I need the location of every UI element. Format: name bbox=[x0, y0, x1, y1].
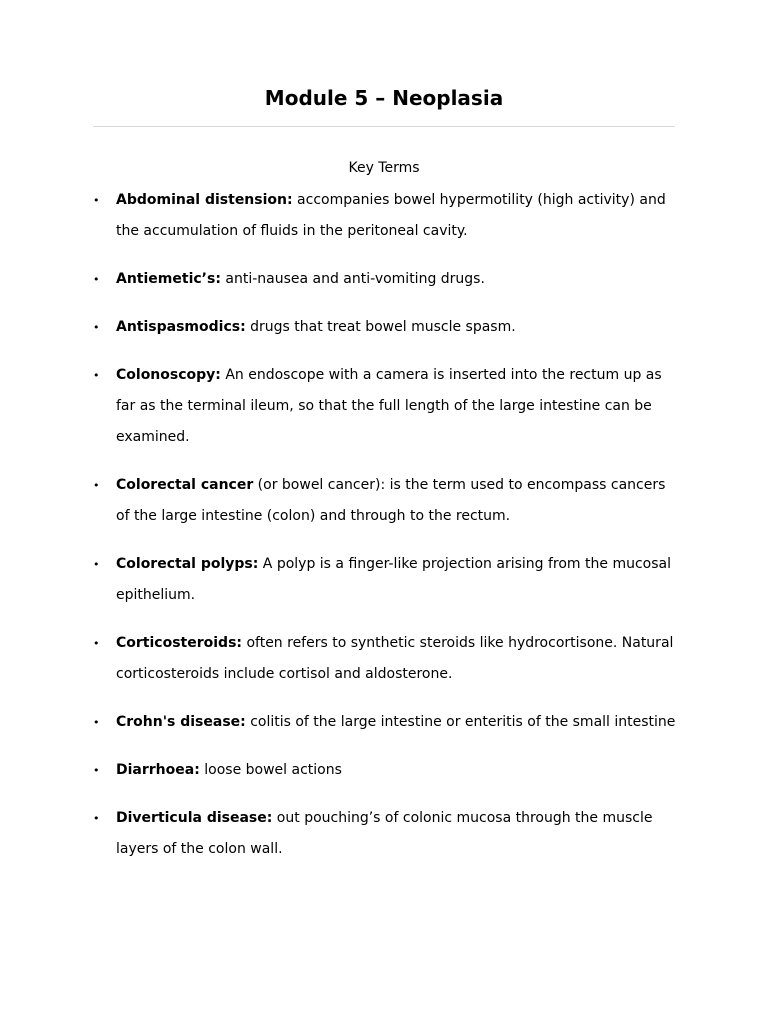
term-name: Antispasmodics: bbox=[116, 319, 246, 335]
term-definition: anti-nausea and anti-vomiting drugs. bbox=[220, 271, 485, 287]
section-subtitle: Key Terms bbox=[348, 160, 420, 176]
term-name: Colorectal cancer bbox=[116, 477, 254, 493]
key-terms-list bbox=[93, 185, 683, 882]
list-item bbox=[93, 628, 683, 690]
bullet-icon: • bbox=[93, 716, 100, 729]
bullet-icon: • bbox=[93, 194, 100, 207]
term-name: Corticosteroids: bbox=[116, 635, 242, 651]
term-name: Antiemetic’s: bbox=[116, 271, 221, 287]
list-item bbox=[93, 360, 683, 453]
bullet-icon: • bbox=[93, 812, 100, 825]
bullet-icon: • bbox=[93, 558, 100, 571]
bullet-icon: • bbox=[93, 273, 100, 286]
term-definition: out pouching’s of colonic mucosa through the muscle layers of the colon wall. bbox=[116, 810, 653, 857]
term-name: Colonoscopy: bbox=[116, 367, 221, 383]
term-definition: (or bowel cancer): is the term used to encompass cancers of the large intestine (colon) and through to the rectum. bbox=[116, 477, 666, 524]
list-item bbox=[93, 803, 683, 865]
term-definition: drugs that treat bowel muscle spasm. bbox=[245, 319, 516, 335]
bullet-icon: • bbox=[93, 764, 100, 777]
list-item bbox=[93, 312, 683, 343]
list-item bbox=[93, 755, 683, 786]
term-definition: colitis of the large intestine or enteritis of the small intestine bbox=[245, 714, 676, 730]
term-definition: often refers to synthetic steroids like hydrocortisone. Natural corticosteroids include cortisol and aldosterone. bbox=[116, 635, 674, 682]
term-definition: accompanies bowel hypermotility (high activity) and the accumulation of fluids in the peritoneal cavity. bbox=[116, 192, 666, 239]
list-item bbox=[93, 264, 683, 295]
term-name: Abdominal distension: bbox=[116, 192, 293, 208]
term-definition: loose bowel actions bbox=[199, 762, 342, 778]
term-definition: A polyp is a finger-like projection arising from the mucosal epithelium. bbox=[116, 556, 671, 603]
bullet-icon: • bbox=[93, 479, 100, 492]
bullet-icon: • bbox=[93, 637, 100, 650]
bullet-icon: • bbox=[93, 369, 100, 382]
list-item bbox=[93, 185, 683, 247]
bullet-icon: • bbox=[93, 321, 100, 334]
term-name: Diarrhoea: bbox=[116, 762, 200, 778]
list-item bbox=[93, 470, 683, 532]
list-item bbox=[93, 549, 683, 611]
list-item bbox=[93, 707, 683, 738]
term-name: Crohn's disease: bbox=[116, 714, 246, 730]
term-name: Diverticula disease: bbox=[116, 810, 273, 826]
term-name: Colorectal polyps: bbox=[116, 556, 259, 572]
term-definition: An endoscope with a camera is inserted into the rectum up as far as the terminal ileum, so that the full length of the large intestine can be examined. bbox=[116, 367, 662, 445]
page-title: Module 5 – Neoplasia bbox=[264, 86, 504, 110]
title-divider bbox=[93, 126, 675, 127]
